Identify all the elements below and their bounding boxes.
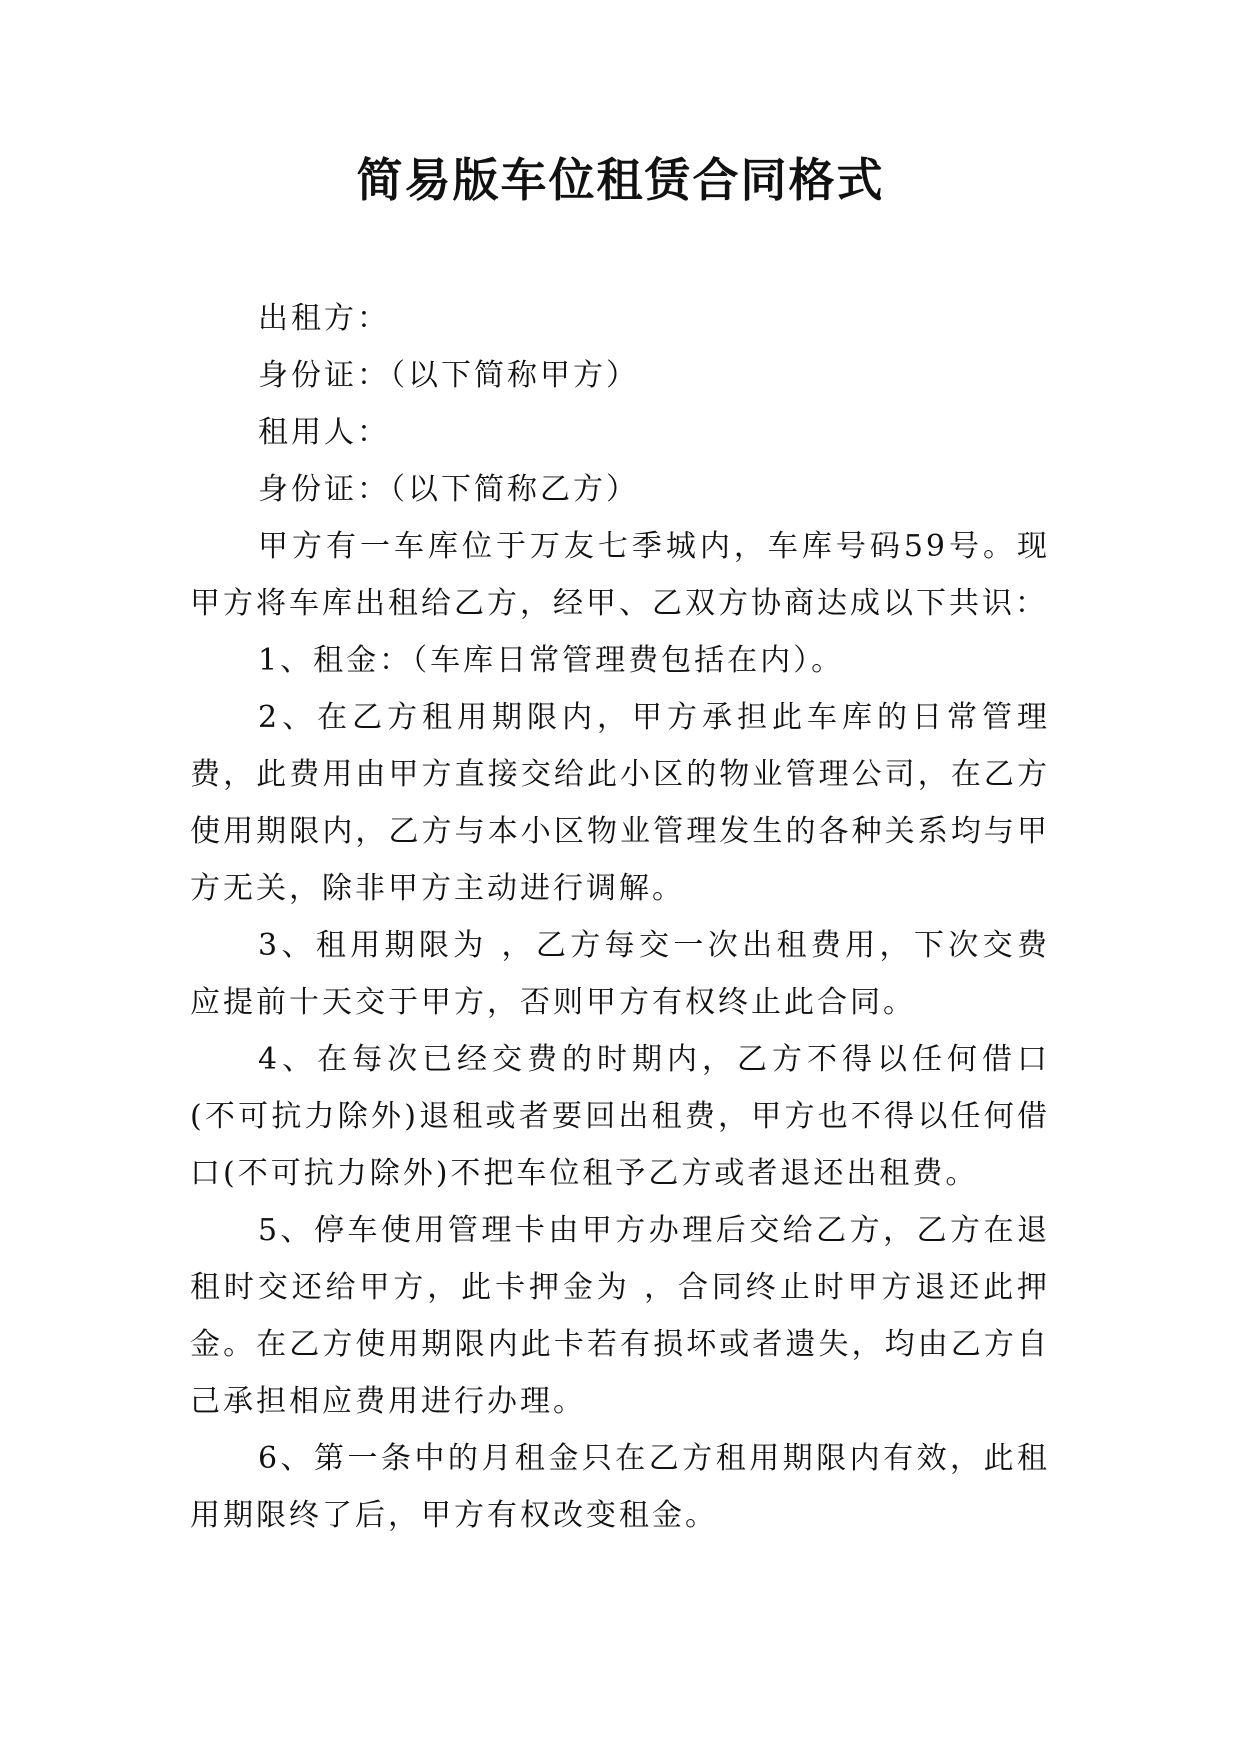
lessee-line: 租用人：: [258, 415, 390, 450]
clause-2: 2、在乙方租用期限内，甲方承担此车库的日常管理费，此费用由甲方直接交给此小区的物业管理公司，在乙方使用期限内，乙方与本小区物业管理发生的各种关系均与甲方无关，除非甲方主动进行调解。: [190, 700, 1050, 906]
clause-4: 4、在每次已经交费的时期内，乙方不得以任何借口(不可抗力除外)退租或者要回出租费，甲方也不得以任何借口(不可抗力除外)不把车位租予乙方或者退还出租费。: [190, 1042, 1050, 1191]
lessor-id-line: 身份证：（以下简称甲方）: [258, 358, 639, 393]
clause-1: 1、租金：（车库日常管理费包括在内）。: [258, 643, 845, 678]
clause-3: 3、租用期限为 ，乙方每交一次出租费用，下次交费应提前十天交于甲方，否则甲方有权终止此合同。: [190, 928, 1050, 1020]
document-title: 简易版车位租赁合同格式: [356, 153, 885, 207]
clause-6: 6、第一条中的月租金只在乙方租用期限内有效，此租用期限终了后，甲方有权改变租金。: [190, 1441, 1050, 1533]
preamble-paragraph: 甲方有一车库位于万友七季城内，车库号码59号。现甲方将车库出租给乙方，经甲、乙双方协商达成以下共识：: [190, 529, 1050, 621]
lessee-id-line: 身份证：（以下简称乙方）: [258, 472, 639, 507]
contract-body: [190, 290, 1050, 1544]
lessor-line: 出租方：: [258, 301, 390, 336]
clause-5: 5、停车使用管理卡由甲方办理后交给乙方，乙方在退租时交还给甲方，此卡押金为 ，合同终止时甲方退还此押金。在乙方使用期限内此卡若有损坏或者遗失，均由乙方自己承担相应费用进行办理。: [190, 1213, 1050, 1419]
